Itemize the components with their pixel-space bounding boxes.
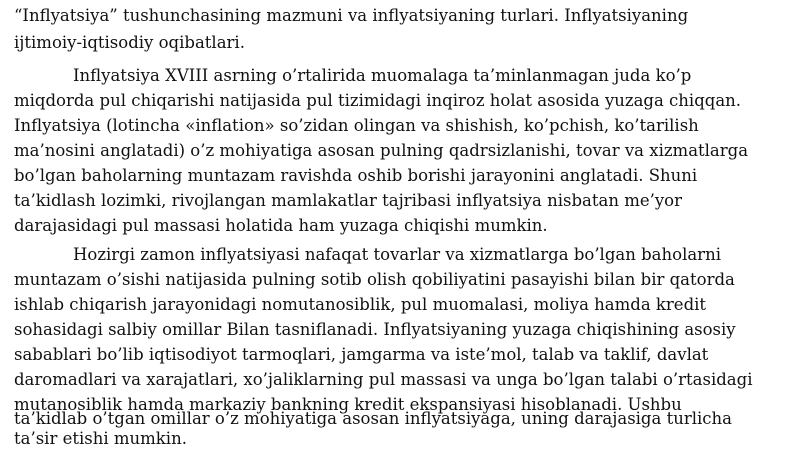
paragraph-line: ishlab chiqarish jarayonidagi nomutanosiblik, pul muomalasi, moliya hamda kredit (14, 295, 707, 314)
paragraph-line: sohasidagi salbiy omillar Bilan tasniflanadi. Inflyatsiyaning yuzaga chiqishining asosiy (14, 320, 736, 339)
paragraph-line: ta’kidlash lozimki, rivojlangan mamlakatlar tajribasi inflyatsiya nisbatan me’yor (14, 191, 682, 210)
paragraph-line: bo’lgan baholarning muntazam ravishda oshib borishi jarayonini anglatadi. Shuni (14, 166, 698, 185)
paragraph-line: daromadlari va xarajatlari, xo’jaliklarning pul massasi va unga bo’lgan talabi o’rtasidagi (14, 370, 753, 389)
paragraph-line: miqdorda pul chiqarishi natijasida pul tizimidagi inqiroz holat asosida yuzaga chiqqan. (14, 91, 742, 110)
paragraph-line: sabablari bo’lib iqtisodiyot tarmoqlari, jamgarma va iste’mol, talab va taklif, davlat (14, 345, 709, 364)
paragraph-line: muntazam o’sishi natijasida pulning sotib olish qobiliyatini pasayishi bilan bir qatorda (14, 270, 735, 289)
paragraph-line: Inflyatsiya (lotincha «inflation» so’zidan olingan va shishish, ko’pchish, ko’tarilish (14, 116, 699, 135)
heading-line: “Inflyatsiya” tushunchasining mazmuni va inflyatsiyaning turlari. Inflyatsiyaning (14, 6, 689, 25)
heading-line: ijtimoiy-iqtisodiy oqibatlari. (14, 33, 245, 52)
paragraph-line: ta’kidlab o’tgan omillar o’z mohiyatiga asosan inflyatsiyaga, uning darajasiga turlicha (14, 409, 732, 428)
paragraph-line: darajasidagi pul massasi holatida ham yuzaga chiqishi mumkin. (14, 216, 548, 235)
paragraph-line: ta’sir etishi mumkin. (14, 429, 187, 448)
paragraph-line: Inflyatsiya XVIII asrning o’rtalirida muomalaga ta’minlanmagan juda ko’p (73, 66, 692, 85)
paragraph-line: ma’nosini anglatadi) o’z mohiyatiga asosan pulning qadrsizlanishi, tovar va xizmatlarga (14, 141, 749, 160)
paragraph-line: mutanosiblik hamda markaziy bankning kredit ekspansiyasi hisoblanadi. Ushbu (14, 395, 682, 414)
paragraph-line: Hozirgi zamon inflyatsiyasi nafaqat tovarlar va xizmatlarga bo’lgan baholarni (73, 245, 721, 264)
